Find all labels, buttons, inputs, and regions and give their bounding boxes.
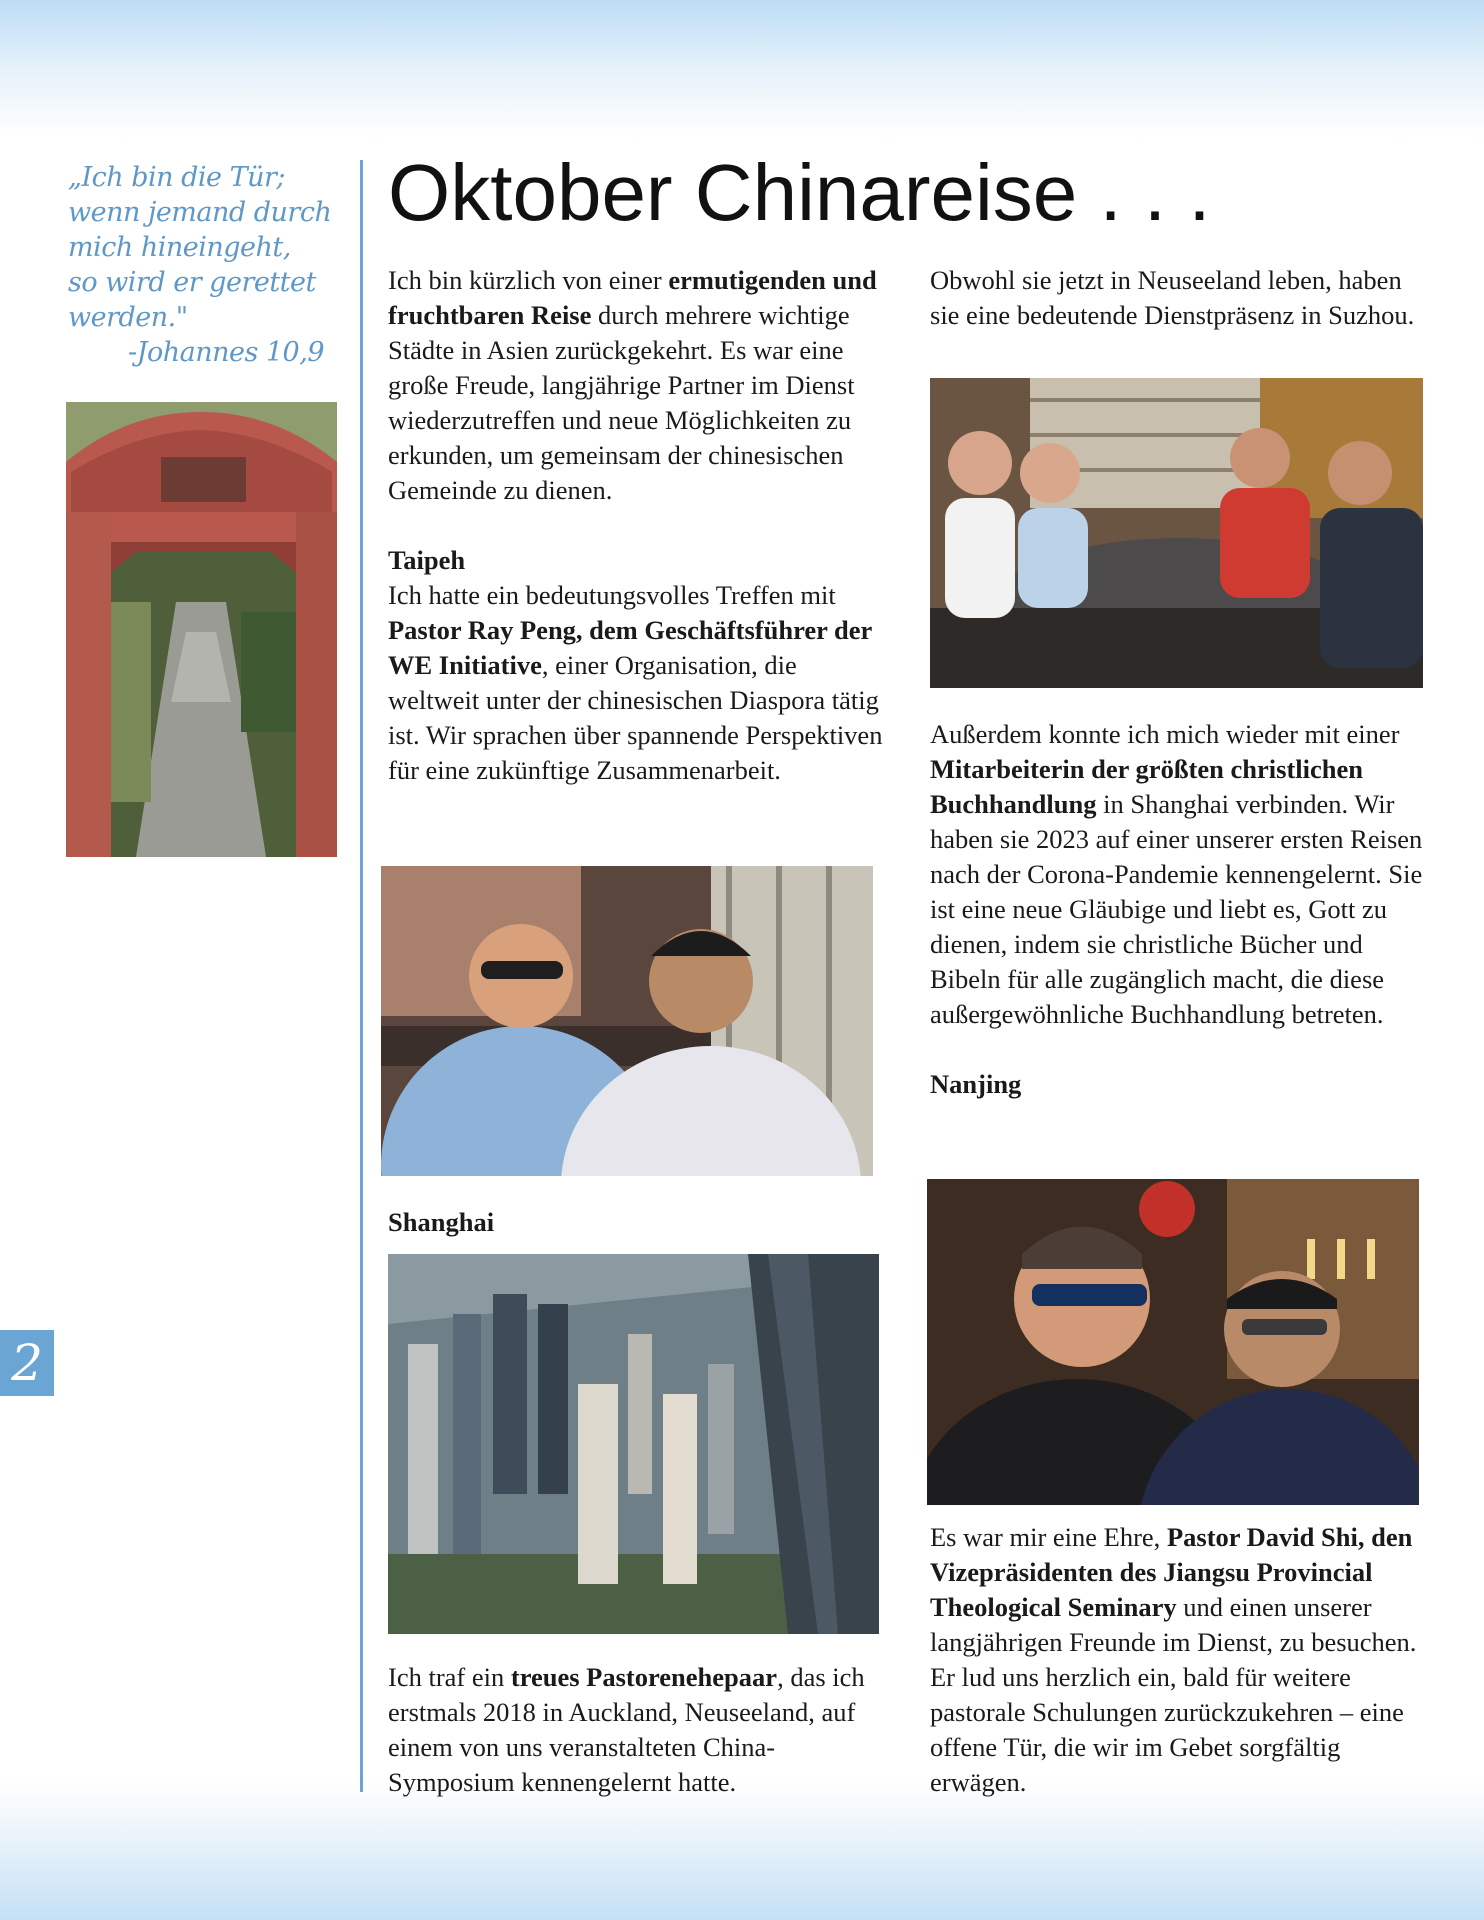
quote-line: werden." [68,302,188,333]
column-divider [360,160,363,1792]
nanjing-paragraph: Es war mir eine Ehre, Pastor David Shi, den Vizepräsidenten des Jiangsu Provincial Theological Seminary und einen unserer langjährigen Freunde im Dienst, zu besuchen. Er lud uns herzlich ein, bald für weitere pastorale Schulungen zurückzukehren – eine offene Tür, die wir im Gebet sorgfältig erwägen. [930,1522,1417,1797]
nanjing-photo [927,1179,1419,1505]
intro-paragraph: Ich bin kürzlich von einer ermutigenden und fruchtbaren Reise durch mehrere wichtige Städte in Asien zurückgekehrt. Es war eine große Freude, langjährige Partner im Dienst wiederzutreffen und neue Möglichkeiten zu erkunden, um gemeinsam der chinesischen Gemeinde zu dienen. [388,265,877,505]
nanjing-heading: Nanjing [930,1069,1022,1099]
quote-reference: -Johannes 10,9 [128,337,325,368]
bookstore-paragraph: Außerdem konnte ich mich wieder mit einer Mitarbeiterin der größten christlichen Buchhandlung in Shanghai verbinden. Wir haben sie 2023 auf einer unserer ersten Reisen nach der Corona-Pandemie kennengelernt. Sie ist eine neue Gläubige und liebt es, Gott zu dienen, indem sie christliche Bücher und Bibeln für alle zugänglich macht, die diese außergewöhnliche Buchhandlung betreten. [930,719,1423,1029]
nanjing-section [930,1520,1430,1800]
suzhou-photo [930,378,1423,688]
suzhou-paragraph: Obwohl sie jetzt in Neuseeland leben, haben sie eine bedeutende Dienstpräsenz in Suzhou. [930,265,1415,330]
suzhou-section [930,263,1430,333]
quote-line: mich hineingeht, [68,232,291,263]
quote-line: wenn jemand durch [68,197,332,228]
taipeh-photo [381,866,873,1176]
page-title: Oktober Chinareise . . . [388,148,1211,237]
quote-line: so wird er gerettet [68,267,316,298]
intro-section [388,263,888,788]
shanghai-heading-block [388,1205,888,1240]
gate-photo [66,402,337,857]
shanghai-photo [388,1254,879,1634]
shanghai-heading: Shanghai [388,1207,495,1237]
bookstore-section [930,717,1430,1102]
sidebar-quote [68,160,338,370]
page-number: 2 [0,1330,54,1396]
quote-line: „Ich bin die Tür; [68,162,286,193]
shanghai-section [388,1660,888,1800]
taipeh-heading: Taipeh [388,545,466,575]
shanghai-paragraph: Ich traf ein treues Pastorenehepaar, das ich erstmals 2018 in Auckland, Neuseeland, auf einem von uns veranstalteten China-Symposium kennengelernt hatte. [388,1662,865,1797]
taipeh-paragraph: Ich hatte ein bedeutungsvolles Treffen mit Pastor Ray Peng, dem Geschäftsführer der WE Initiative, einer Organisation, die weltweit unter der chinesischen Diaspora tätig ist. Wir sprachen über spannende Perspektiven für eine zukünftige Zusammenarbeit. [388,580,883,785]
